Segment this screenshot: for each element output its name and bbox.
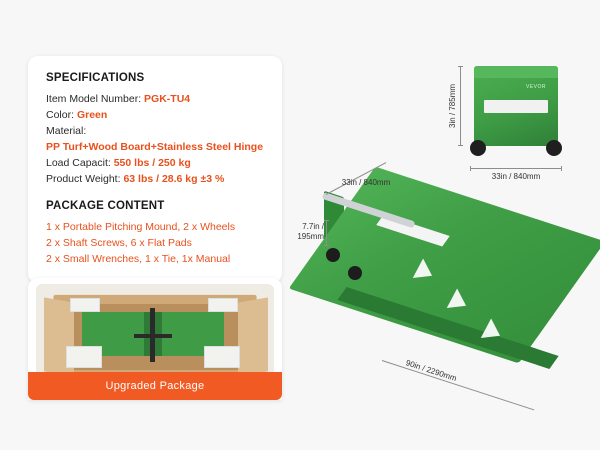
folded-width-dimension-line	[470, 168, 562, 169]
spec-label-material: Material:	[46, 125, 87, 137]
folded-height-dimension-line	[460, 66, 461, 146]
spec-row-material-label	[46, 123, 266, 139]
spec-label-load-capacity: Load Capacit:	[46, 157, 111, 169]
spec-row-load-capacity	[46, 155, 266, 171]
folded-height-tick-top	[458, 66, 463, 67]
spec-value-color: Green	[76, 109, 108, 121]
ramp-length-label: 90in / 2290mm	[404, 358, 458, 384]
brand-text: VEVOR	[526, 84, 547, 90]
ramp-thickness-label-line2: 195mm	[297, 232, 324, 241]
spec-row-color	[46, 107, 266, 123]
foam-pad-4	[208, 298, 238, 312]
spec-row-product-weight	[46, 171, 266, 187]
package-content-line-1: 1 x Portable Pitching Mound, 2 x Wheels	[46, 221, 236, 233]
folded-unit-top-edge	[474, 66, 558, 78]
spec-label-color: Color:	[46, 109, 75, 121]
spec-label-model: Item Model Number:	[46, 93, 142, 105]
ramp-thickness-label-line1: 7.7in /	[302, 222, 324, 231]
specifications-card	[28, 56, 282, 283]
foam-pad-1	[66, 346, 102, 368]
folded-height-tick-bottom	[458, 145, 463, 146]
folded-unit-illustration	[468, 66, 564, 158]
spec-row-material-value	[46, 139, 266, 155]
wheel-right-icon	[546, 140, 562, 156]
package-content-line-2: 2 x Shaft Screws, 6 x Flat Pads	[46, 237, 192, 249]
ramp-width-label: 33in / 840mm	[341, 178, 391, 187]
spec-value-product-weight: 63 lbs / 28.6 kg ±3 %	[123, 173, 225, 185]
ramp-illustration	[296, 170, 588, 402]
spec-value-load-capacity: 550 lbs / 250 kg	[113, 157, 191, 169]
spec-value-model: PGK-TU4	[144, 93, 191, 105]
wheel-left-icon	[470, 140, 486, 156]
foam-pad-2	[204, 346, 240, 368]
package-content-heading: PACKAGE CONTENT	[46, 200, 165, 212]
strap-horizontal	[134, 334, 172, 338]
package-content-line-3: 2 x Small Wrenches, 1 x Tie, 1x Manual	[46, 253, 231, 265]
spec-row-model	[46, 91, 266, 107]
upgraded-package-banner: Upgraded Package	[28, 372, 282, 400]
folded-width-label: 33in / 840mm	[491, 172, 541, 181]
specifications-heading: SPECIFICATIONS	[46, 72, 145, 84]
ramp-thickness-tick-bottom	[324, 245, 329, 246]
ramp-thickness-dimension-line	[326, 220, 327, 246]
ramp-thickness-tick-top	[324, 220, 329, 221]
spec-label-product-weight: Product Weight:	[46, 173, 121, 185]
carton-flap-right	[238, 297, 268, 376]
spec-value-material: PP Turf+Wood Board+Stainless Steel Hinge	[46, 141, 264, 153]
folded-unit-white-strip	[484, 100, 548, 113]
spacer	[46, 187, 266, 200]
folded-height-label: 3in / 785mm	[448, 83, 457, 129]
product-dimension-diagram	[296, 42, 588, 410]
foam-pad-3	[70, 298, 100, 312]
ramp-wheel-2-icon	[348, 266, 362, 280]
ramp-wheel-1-icon	[326, 248, 340, 262]
